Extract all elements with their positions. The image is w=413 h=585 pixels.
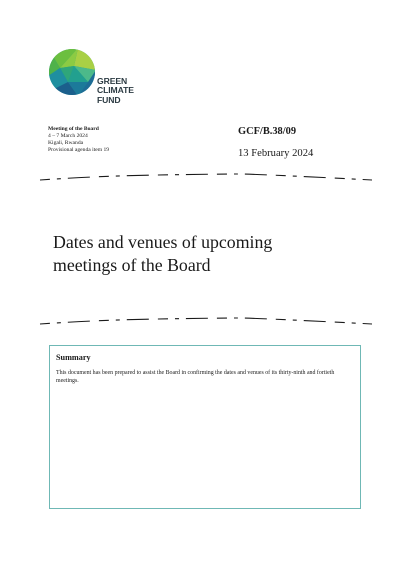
wavy-separator-bottom	[38, 314, 374, 326]
document-date: 13 February 2024	[238, 148, 314, 159]
summary-heading: Summary	[56, 353, 91, 362]
summary-text: This document has been prepared to assist the Board in confirming the dates and venues of its thirty-ninth and fortieth meetings.	[56, 370, 335, 385]
logo-line-green: GREEN	[97, 76, 128, 86]
title-line-1: Dates and venues of upcoming	[53, 232, 273, 252]
document-reference: GCF/B.38/09	[238, 126, 297, 137]
title-line-2: meetings of the Board	[53, 254, 211, 275]
meeting-title: Meeting of the Board	[48, 126, 99, 132]
meeting-location: Kigali, Rwanda	[48, 140, 84, 146]
wavy-separator-top	[38, 170, 374, 182]
meeting-info	[48, 126, 109, 154]
meeting-dates: 4 – 7 March 2024	[48, 133, 88, 139]
meeting-agenda-item: Provisional agenda item 19	[48, 147, 110, 153]
gcf-logo-icon	[48, 48, 96, 96]
gcf-logo-text	[97, 77, 134, 105]
logo-line-climate: CLIMATE	[97, 85, 134, 96]
logo-line-fund: FUND	[97, 94, 121, 105]
summary-box	[49, 345, 361, 509]
document-title	[53, 231, 373, 276]
